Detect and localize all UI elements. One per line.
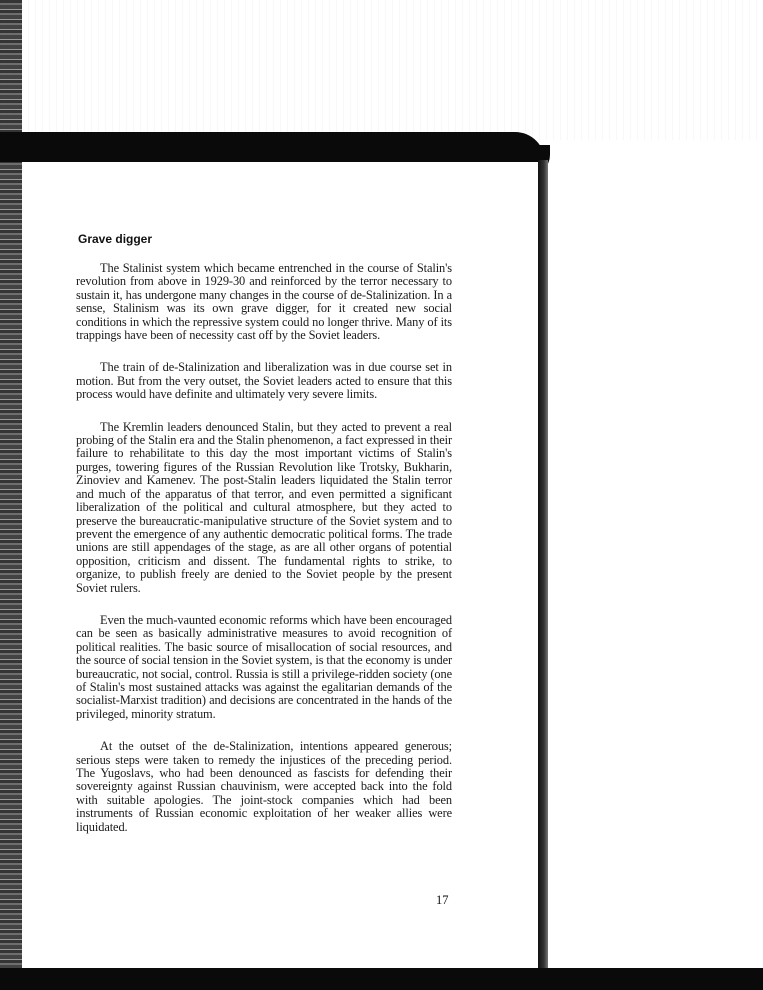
scan-top-shadow: [0, 132, 545, 162]
paragraph-3: The Kremlin leaders denounced Stalin, but they acted to prevent a real probing of the Stalin era and the Stalin phenomenon, a fact expressed in their failure to rehabilitate to this day the most important victims of Stalin's purges, towering figures of the Russian Revolution like Trotsky, Bukharin, Zinoviev and Kamenev. The post-Stalin leaders liquidated the Stalin terror and much of the apparatus of that terror, and even permitted a significant liberalization of the political and cultural atmosphere, but they acted to preserve the bureaucratic-manipulative structure of the Soviet system and to prevent the emergence of any authentic democratic political forms. The trade unions are still appendages of the stage, as are all other organs of potential opposition, criticism and dissent. The fundamental rights to strike, to organize, to publish freely are denied to the Soviet people by the present Soviet rulers.: [76, 419, 452, 595]
paragraph-5: At the outset of the de-Stalinization, intentions appeared generous; serious steps were taken to remedy the injustices of the preceding period. The Yugoslavs, who had been denounced as fascists for defending their sovereignty against Russian chauvinism, were accepted back into the fold with suitable apologies. The joint-stock companies which had been instruments of Russian economic exploitation of her weaker allies were liquidated.: [76, 739, 452, 834]
body-text: [76, 262, 452, 853]
scan-bottom-shadow: [0, 968, 763, 990]
scan-right-edge: [538, 160, 548, 970]
scan-noise: [0, 0, 763, 140]
paragraph-1: The Stalinist system which became entrenched in the course of Stalin's revolution from above in 1929-30 and reinforced by the terror necessary to sustain it, has undergone many changes in the course of de-Stalinization. In a sense, Stalinism was its own grave digger, for it created new social conditions in which the repressive system could no longer thrive. Many of its trappings have been of necessity cast off by the Soviet leaders.: [76, 261, 452, 343]
section-heading: Grave digger: [78, 232, 153, 246]
paragraph-2: The train of de-Stalinization and liberalization was in due course set in motion. But from the very outset, the Soviet leaders acted to ensure that this process would have definite and ultimately very severe limits.: [76, 360, 452, 402]
page-number: 17: [436, 893, 449, 907]
book-page: [22, 162, 538, 968]
paragraph-4: Even the much-vaunted economic reforms which have been encouraged can be seen as basically administrative measures to avoid recognition of political realities. The basic source of misallocation of social resources, and the source of social tension in the Soviet system, is that the economy is under bureaucratic, not social, control. Russia is still a privilege-ridden society (one of Stalin's most sustained attacks was against the egalitarian demands of the socialist-Marxist tradition) and decisions are concentrated in the hands of the privileged, minority stratum.: [76, 612, 452, 721]
